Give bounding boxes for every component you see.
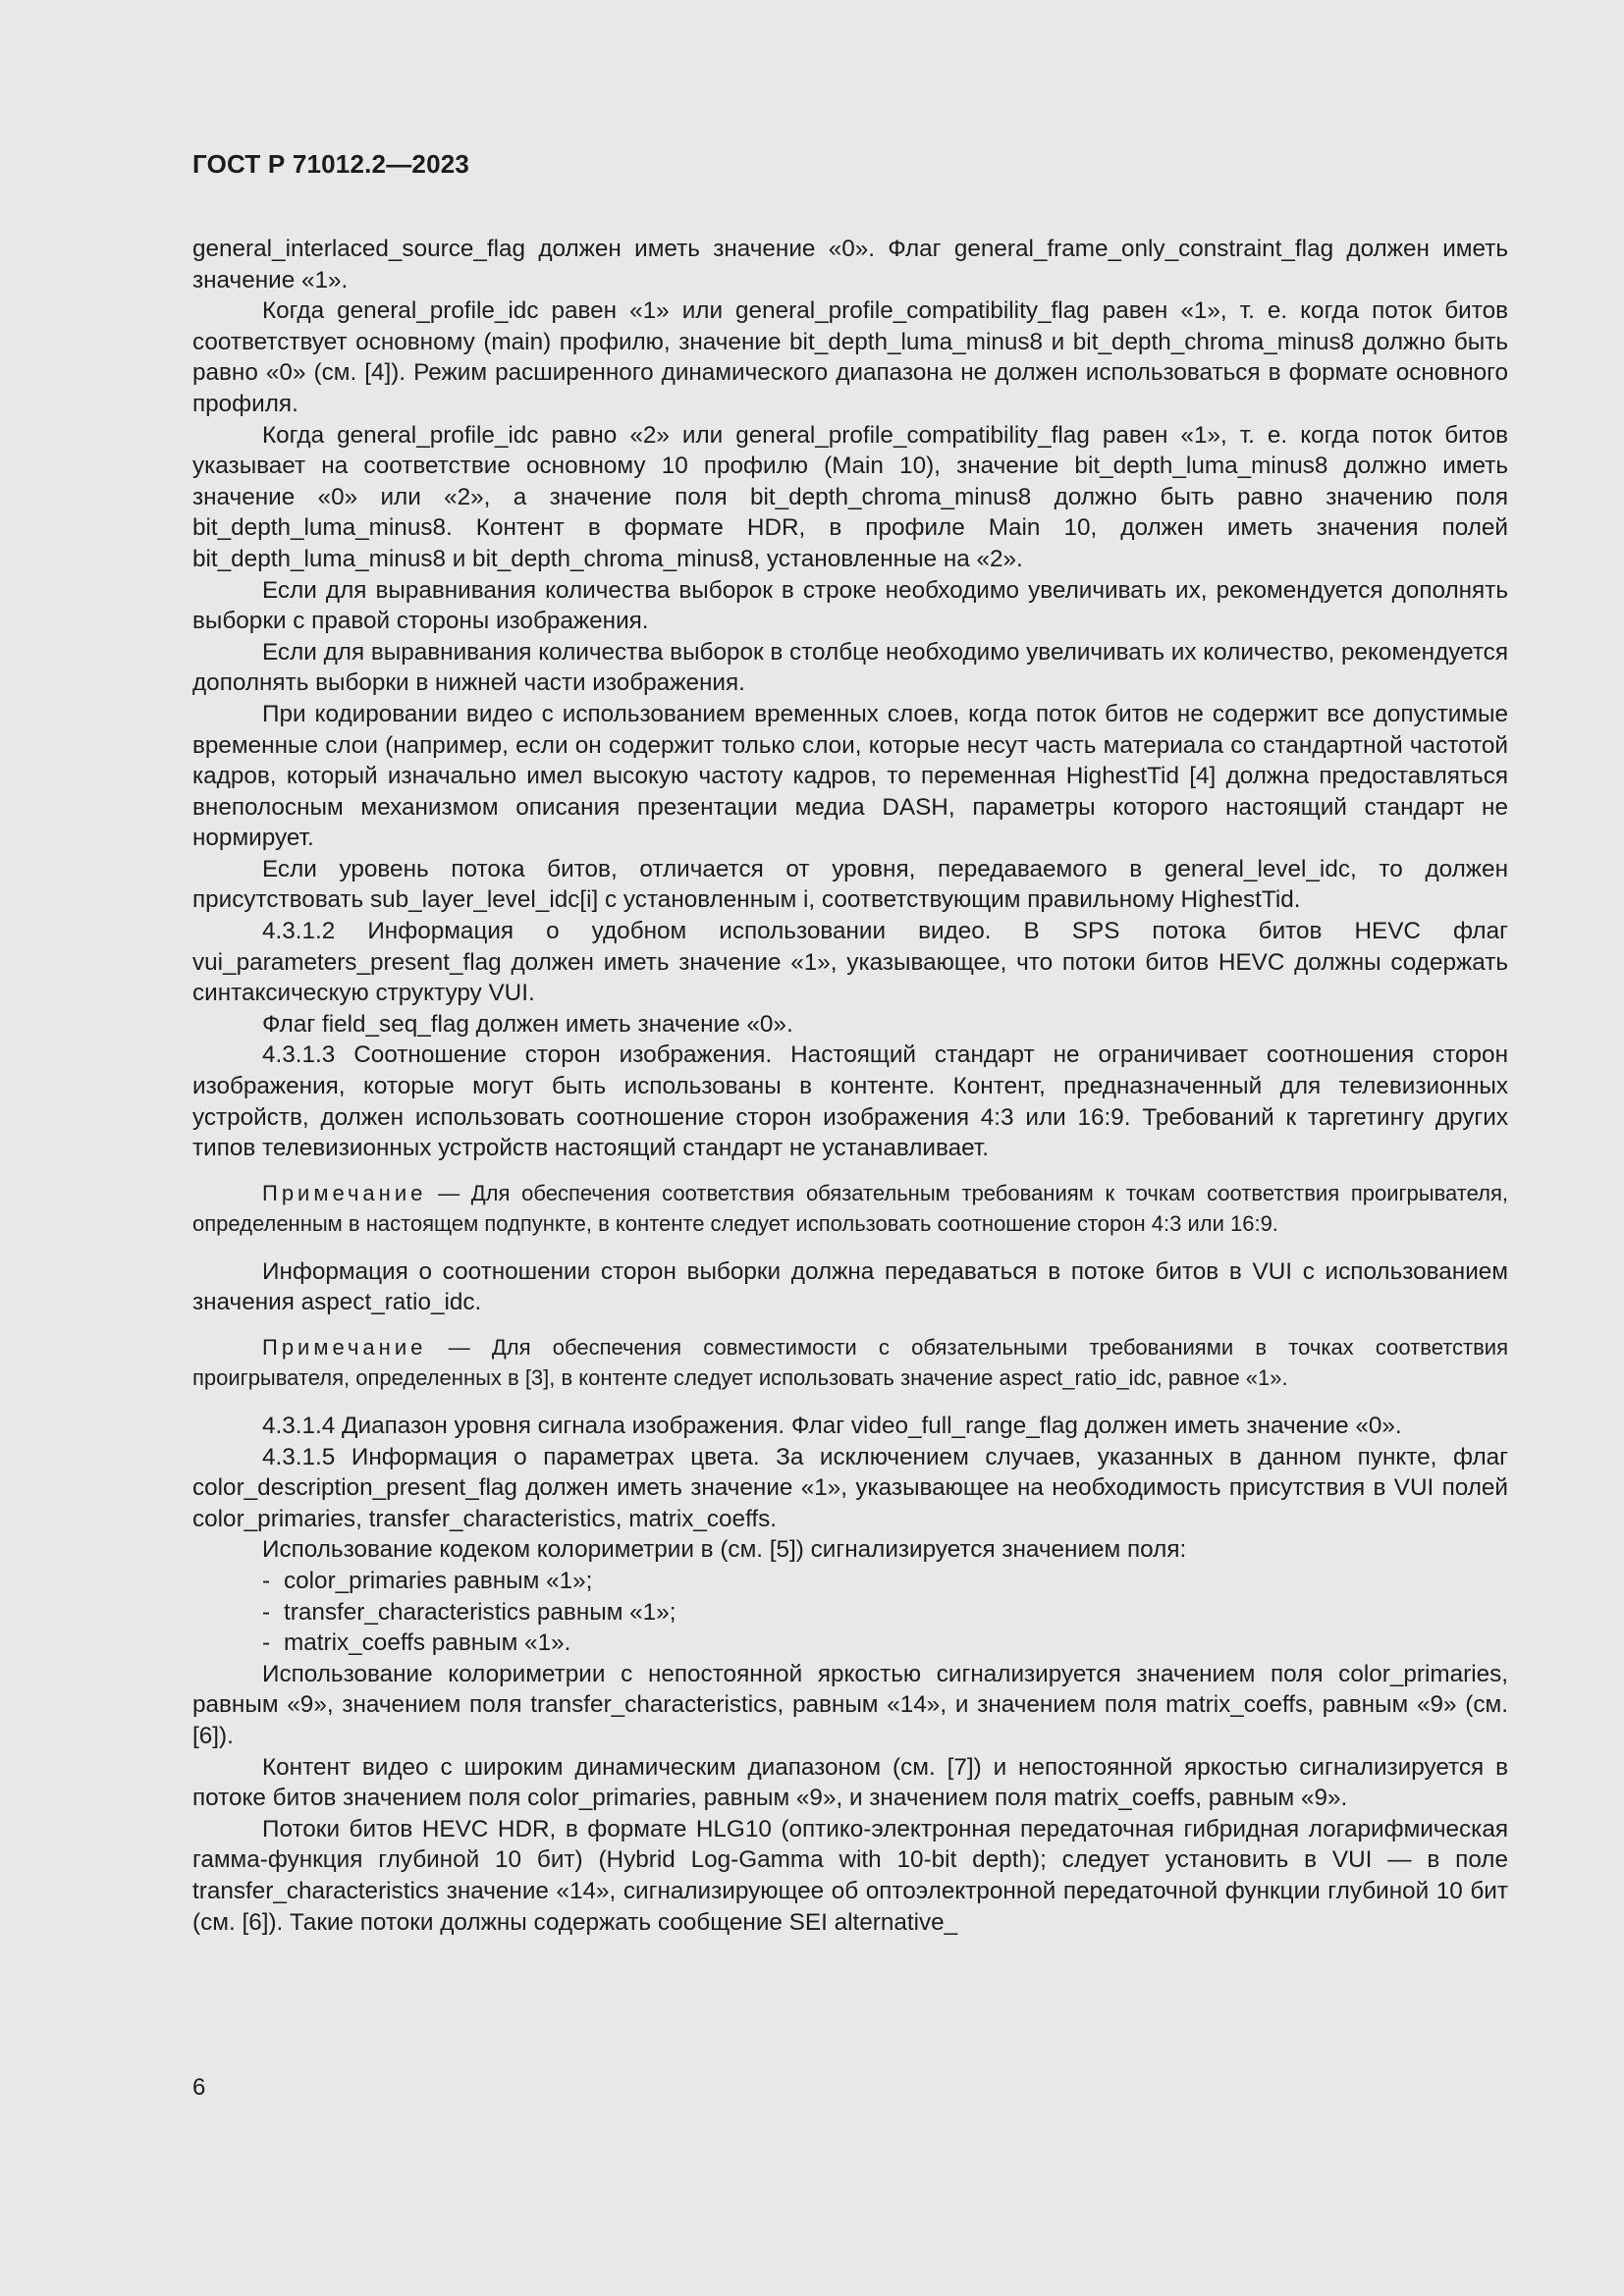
list-item: - matrix_coeffs равным «1». (262, 1629, 571, 1657)
note-text: — Для обеспечения совместимости с обязательными требованиями в точках соответствия проигрывателя, определенных в [3], в контенте следует использовать значение aspect_ratio_idc, равное «1». (192, 1335, 1508, 1390)
list-item: - color_primaries равным «1»; (262, 1567, 593, 1594)
paragraph: Если уровень потока битов, отличается от уровня, передаваемого в general_level_idc, то должен присутствовать sub_layer_level_idc[i] с установленным i, соответствующим правильному HighestTid. (192, 855, 1508, 914)
paragraph: Флаг field_seq_flag должен иметь значение «0». (262, 1010, 793, 1038)
note-1 (192, 1178, 1508, 1239)
note-text: — Для обеспечения соответствия обязательным требованиям к точкам соответствия проигрывателя, определенным в настоящем подпункте, в контенте следует использовать соотношение сторон 4:3 или 16:9. (192, 1180, 1508, 1236)
page-number: 6 (192, 2074, 206, 2101)
paragraph: Когда general_profile_idc равно «2» или general_profile_compatibility_flag равен «1», т. е. когда поток битов указывает на соответствие основному 10 профилю (Main 10), значение bit_depth_luma_minus8 должно иметь значение «0» или «2», а значение поля bit_depth_chroma_minus8 должно быть равно значению поля bit_depth_luma_minus8. Контент в формате HDR, в профиле Main 10, должен иметь значения полей bit_depth_luma_minus8 и bit_depth_chroma_minus8, установленные на «2». (192, 421, 1508, 572)
section-4-3-1-3: 4.3.1.3 Соотношение сторон изображения. Настоящий стандарт не ограничивает соотношения сторон изображения, которые могут быть использованы в контенте. Контент, предназначенный для телевизионных устройств, должен использовать соотношение сторон изображения 4:3 или 16:9. Требований к таргетингу других типов телевизионных устройств настоящий стандарт не устанавливает. (192, 1041, 1508, 1162)
document-body (192, 234, 1508, 1938)
paragraph: general_interlaced_source_flag должен иметь значение «0». Флаг general_frame_only_constraint_flag должен иметь значение «1». (192, 236, 1508, 294)
list-item: - transfer_characteristics равным «1»; (262, 1598, 677, 1626)
paragraph: Контент видео с широким динамическим диапазоном (см. [7]) и непостоянной яркостью сигнализируется в потоке битов значением поля color_primaries, равным «9», и значением поля matrix_coeffs, равным «9». (192, 1753, 1508, 1812)
paragraph: Информация о соотношении сторон выборки должна передаваться в потоке битов в VUI с использованием значения aspect_ratio_idc. (192, 1257, 1508, 1316)
section-4-3-1-5: 4.3.1.5 Информация о параметрах цвета. За исключением случаев, указанных в данном пункте, флаг color_description_present_flag должен иметь значение «1», указывающее на необходимость присутствия в VUI полей color_primaries, transfer_characteristics, matrix_coeffs. (192, 1443, 1508, 1532)
section-4-3-1-4: 4.3.1.4 Диапазон уровня сигнала изображения. Флаг video_full_range_flag должен иметь значение «0». (262, 1413, 1402, 1439)
paragraph: Потоки битов HEVC HDR, в формате HLG10 (оптико-электронная передаточная гибридная логарифмическая гамма-функция глубиной 10 бит) (Hybrid Log-Gamma with 10-bit depth); следует установить в VUI — в поле transfer_characteristics значение «14», сигнализирующее об оптоэлектронной передаточной функции глубиной 10 бит (см. [6]). Такие потоки должны содержать сообщение SEI alternative_ (192, 1815, 1508, 1936)
document-header: ГОСТ Р 71012.2—2023 (192, 149, 470, 179)
paragraph: Если для выравнивания количества выборок в столбце необходимо увеличивать их количество, рекомендуется дополнять выборки в нижней части изображения. (192, 638, 1508, 697)
list-item-text: transfer_characteristics равным «1»; (284, 1598, 677, 1626)
note-label: Примечание (262, 1335, 427, 1360)
section-4-3-1-2: 4.3.1.2 Информация о удобном использовании видео. В SPS потока битов HEVC флаг vui_parameters_present_flag должен иметь значение «1», указывающее, что потоки битов HEVC должны содержать синтаксическую структуру VUI. (192, 918, 1508, 1007)
paragraph: При кодировании видео с использованием временных слоев, когда поток битов не содержит все допустимые временные слои (например, если он содержит только слои, которые несут часть материала со стандартной частотой кадров, который изначально имел высокую частоту кадров, то переменная HighestTid [4] должна предоставляться внеполосным механизмом описания презентации медиа DASH, параметры которого настоящий стандарт не нормирует. (192, 700, 1508, 852)
list-item-text: color_primaries равным «1»; (284, 1567, 593, 1594)
note-2 (192, 1332, 1508, 1393)
paragraph: Использование колориметрии с непостоянной яркостью сигнализируется значением поля color_primaries, равным «9», значением поля transfer_characteristics, равным «14», и значением поля matrix_coeffs, равным «9» (см. [6]). (192, 1660, 1508, 1749)
note-label: Примечание (262, 1180, 427, 1205)
paragraph: Использование кодеком колориметрии в (см. [5]) сигнализируется значением поля: (262, 1536, 1187, 1564)
paragraph: Когда general_profile_idc равен «1» или general_profile_compatibility_flag равен «1», т. е. когда поток битов соответствует основному (main) профилю, значение bit_depth_luma_minus8 и bit_depth_chroma_minus8 должно быть равно «0» (см. [4]). Режим расширенного динамического диапазона не должен использоваться в формате основного профиля. (192, 297, 1508, 417)
paragraph: Если для выравнивания количества выборок в строке необходимо увеличивать их, рекомендуется дополнять выборки с правой стороны изображения. (192, 576, 1508, 635)
list-item-text: matrix_coeffs равным «1». (284, 1629, 571, 1657)
document-page (192, 147, 1508, 1938)
